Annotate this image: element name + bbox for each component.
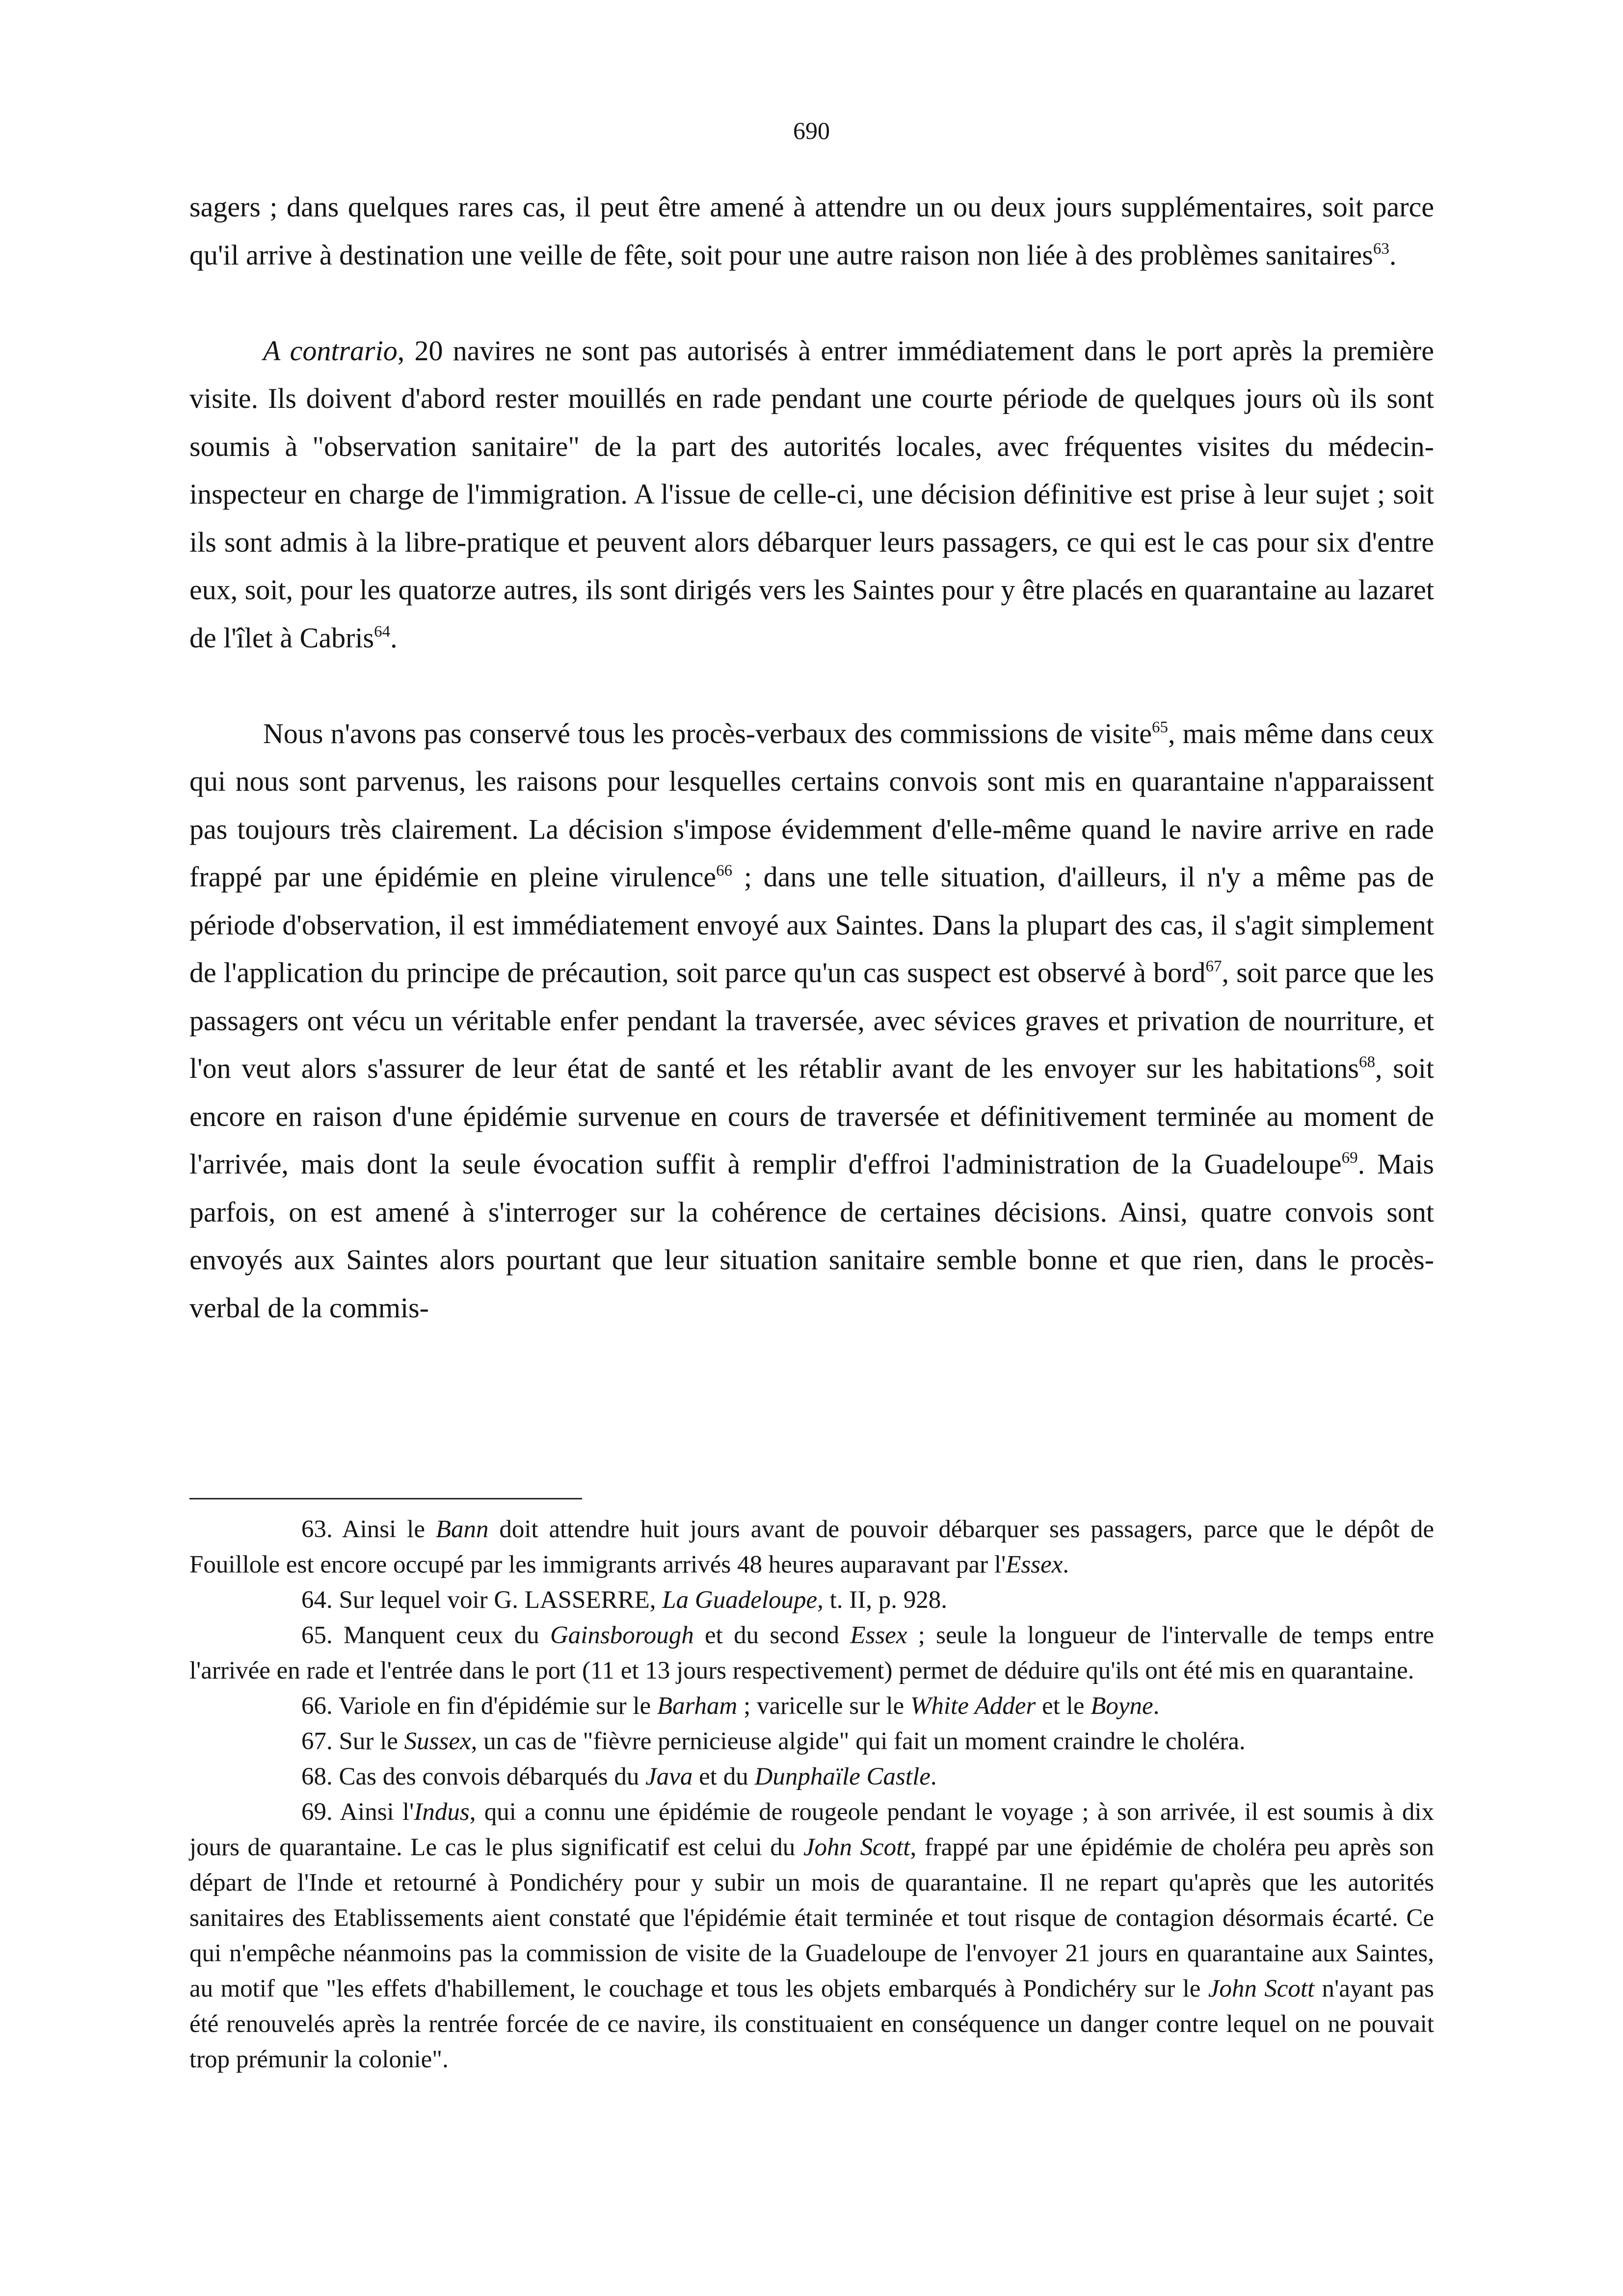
- text-run: et du: [692, 1763, 755, 1790]
- footnote-reference: 67: [1205, 958, 1222, 975]
- footnote-reference: 63: [1373, 240, 1389, 258]
- footnote-reference: 65: [1152, 718, 1168, 736]
- text-run: 68. Cas des convois débarqués du: [301, 1763, 646, 1790]
- italic-text: Barham: [657, 1692, 738, 1720]
- italic-text: Boyne: [1091, 1692, 1153, 1720]
- italic-text: A contrario: [263, 334, 398, 367]
- text-run: .: [1389, 239, 1397, 271]
- italic-text: White Adder: [910, 1692, 1036, 1720]
- text-run: Nous n'avons pas conservé tous les procès-verbaux des commissions de visite: [263, 717, 1152, 749]
- footnotes: [189, 1512, 1434, 2077]
- text-run: .: [930, 1763, 937, 1790]
- italic-text: Sussex: [404, 1728, 471, 1755]
- text-run: , t. II, p. 928.: [817, 1586, 948, 1614]
- text-run: 69. Ainsi l': [301, 1798, 414, 1826]
- italic-text: Bann: [435, 1516, 489, 1543]
- italic-text: Essex: [850, 1622, 907, 1649]
- main-text: [189, 183, 1434, 1332]
- footnote: [189, 1759, 1434, 1794]
- footnote-reference: 66: [716, 862, 733, 880]
- text-run: . Mais parfois, on est amené à s'interroger sur la cohérence de certaines décisions. Ainsi, quatre convois sont envoyés aux Saintes alors pourtant que leur situation sanitaire semble bonne et que rien, dans le procès-verbal de la commis-: [189, 1148, 1434, 1324]
- paragraph: [189, 327, 1434, 662]
- text-run: 65. Manquent ceux du: [301, 1622, 550, 1649]
- footnote-reference: 68: [1358, 1053, 1375, 1071]
- footnote: [189, 1794, 1434, 2077]
- italic-text: Indus: [414, 1798, 470, 1826]
- paragraph: [189, 183, 1434, 279]
- footnote: [189, 1618, 1434, 1688]
- footnote-reference: 64: [374, 622, 391, 641]
- footnote: [189, 1688, 1434, 1724]
- footnote-separator: [189, 1498, 582, 1499]
- text-run: sagers ; dans quelques rares cas, il peut être amené à attendre un ou deux jours supplémentaires, soit parce qu'il arrive à destination une veille de fête, soit pour une autre raison non liée à des problèmes sanitaires: [189, 191, 1434, 271]
- footnote-reference: 69: [1341, 1149, 1358, 1167]
- text-run: .: [1063, 1551, 1069, 1578]
- italic-text: Essex: [1006, 1551, 1063, 1578]
- footnote: [189, 1512, 1434, 1582]
- footnote: [189, 1582, 1434, 1618]
- text-run: 66. Variole en fin d'épidémie sur le: [301, 1692, 657, 1720]
- italic-text: Dunphaïle Castle: [754, 1763, 931, 1790]
- italic-text: La Guadeloupe: [662, 1586, 818, 1614]
- text-run: , qui a connu une épidémie de rougeole pendant le voyage ; à son arrivée, il est soumis à dix jours de quarantaine. Le cas le plus significatif est celui du: [189, 1798, 1434, 1861]
- text-run: 67. Sur le: [301, 1728, 404, 1755]
- text-run: , soit encore en raison d'une épidémie survenue en cours de traversée et définitivement terminée au moment de l'arrivée, mais dont la seule évocation suffit à remplir d'effroi l'administration de la Guadeloupe: [189, 1052, 1434, 1180]
- text-run: , 20 navires ne sont pas autorisés à entrer immédiatement dans le port après la première visite. Ils doivent d'abord rester mouillés en rade pendant une courte période de quelques jours où ils sont soumis à "observation sanitaire" de la part des autorités locales, avec fréquentes visites du médecin-inspecteur en charge de l'immigration. A l'issue de celle-ci, une décision définitive est prise à leur sujet ; soit ils sont admis à la libre-pratique et peuvent alors débarquer leurs passagers, ce qui est le cas pour six d'entre eux, soit, pour les quatorze autres, ils sont dirigés vers les Saintes pour y être placés en quarantaine au lazaret de l'îlet à Cabris: [189, 334, 1434, 654]
- text-run: et le: [1036, 1692, 1091, 1720]
- italic-text: Gainsborough: [550, 1622, 694, 1649]
- italic-text: Java: [645, 1763, 693, 1790]
- text-run: 64. Sur lequel voir G. LASSERRE,: [301, 1586, 663, 1614]
- italic-text: John Scott: [803, 1834, 910, 1861]
- text-run: , mais même dans ceux qui nous sont parvenus, les raisons pour lesquelles certains convois sont mis en quarantaine n'apparaissent pas toujours très clairement. La décision s'impose évidemment d'elle-même quand le navire arrive en rade frappé par une épidémie en pleine virulence: [189, 717, 1435, 893]
- text-run: ; varicelle sur le: [737, 1692, 910, 1720]
- text-run: n'ayant pas été renouvelés après la rentrée forcée de ce navire, ils constituaient en conséquence un danger contre lequel on ne pouvait trop prémunir la colonie".: [189, 1975, 1434, 2073]
- text-run: , frappé par une épidémie de choléra peu après son départ de l'Inde et retourné à Pondichéry pour y subir un mois de quarantaine. Il ne repart qu'après que les autorités sanitaires des Etablissements aient constaté que l'épidémie était terminée et tout risque de contagion désormais écarté. Ce qui n'empêche néanmoins pas la commission de visite de la Guadeloupe de l'envoyer 21 jours en quarantaine aux Saintes, au motif que "les effets d'habillement, le couchage et tous les objets embarqués à Pondichéry sur le: [189, 1834, 1434, 2002]
- footnote: [189, 1724, 1434, 1759]
- text-run: , soit parce que les passagers ont vécu un véritable enfer pendant la traversée, avec sévices graves et privation de nourriture, et l'on veut alors s'assurer de leur état de santé et les rétablir avant de les envoyer sur les habitations: [189, 957, 1435, 1084]
- text-run: .: [390, 621, 398, 654]
- text-run: .: [1153, 1692, 1160, 1720]
- text-run: 63. Ainsi le: [301, 1516, 436, 1543]
- page-number: 690: [793, 117, 830, 144]
- text-run: et du second: [693, 1622, 851, 1649]
- text-run: , un cas de "fièvre pernicieuse algide" qui fait un moment craindre le choléra.: [471, 1728, 1246, 1755]
- italic-text: John Scott: [1208, 1975, 1315, 2002]
- paragraph: [189, 710, 1434, 1332]
- text-run: ; seule la longueur de l'intervalle de temps entre l'arrivée en rade et l'entrée dans le port (11 et 13 jours respectivement) permet de déduire qu'ils ont été mis en quarantaine.: [189, 1622, 1434, 1684]
- text-run: ; dans une telle situation, d'ailleurs, il n'y a même pas de période d'observation, il est immédiatement envoyé aux Saintes. Dans la plupart des cas, il s'agit simplement de l'application du principe de précaution, soit parce qu'un cas suspect est observé à bord: [189, 861, 1435, 988]
- text-run: doit attendre huit jours avant de pouvoir débarquer ses passagers, parce que le dépôt de Fouillole est encore occupé par les immigrants arrivés 48 heures auparavant par l': [189, 1516, 1434, 1578]
